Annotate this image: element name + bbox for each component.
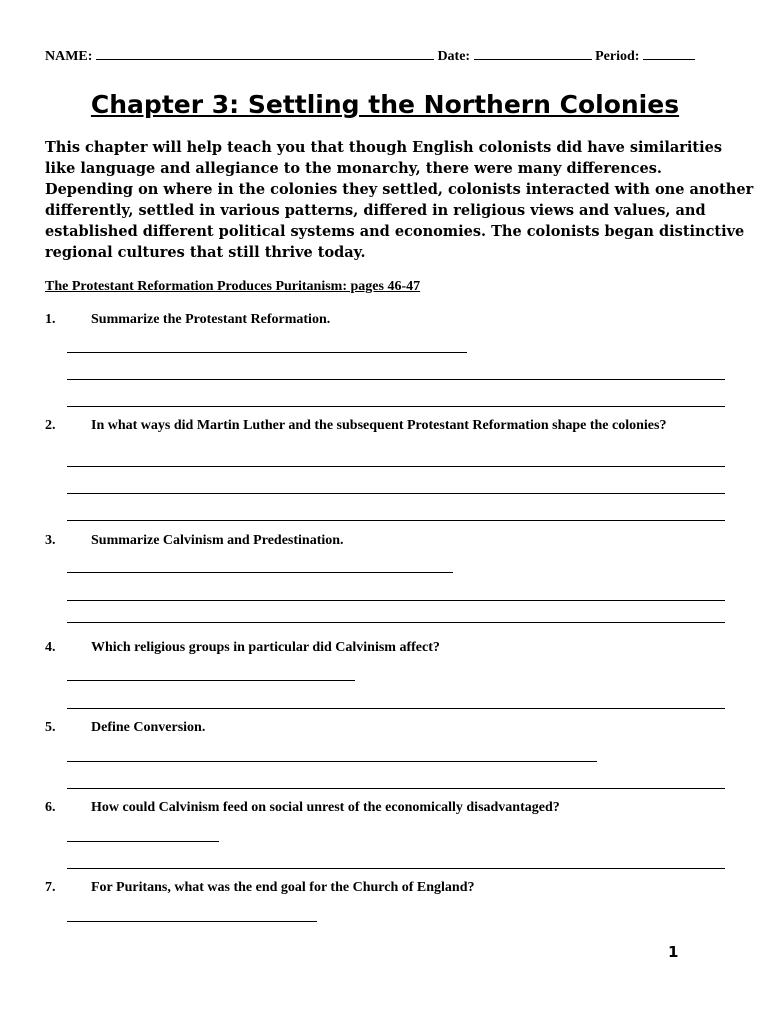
answer-line[interactable]	[67, 841, 219, 842]
answer-line[interactable]	[67, 868, 725, 869]
name-label: NAME:	[45, 49, 93, 64]
page-number: 1	[668, 943, 679, 961]
answer-line[interactable]	[67, 622, 725, 623]
answer-line[interactable]	[67, 520, 725, 521]
date-field[interactable]	[474, 47, 592, 60]
question-5	[45, 720, 205, 736]
answer-line[interactable]	[67, 493, 725, 494]
question-text: How could Calvinism feed on social unrest of the economically disadvantaged?	[91, 800, 560, 815]
answer-line[interactable]	[67, 761, 597, 762]
answer-line[interactable]	[67, 708, 725, 709]
question-3	[45, 533, 344, 549]
question-2	[45, 418, 666, 434]
question-text: Summarize Calvinism and Predestination.	[91, 533, 344, 548]
answer-line[interactable]	[67, 572, 453, 573]
answer-line[interactable]	[67, 788, 725, 789]
period-label: Period:	[595, 49, 640, 64]
date-label: Date:	[437, 49, 471, 64]
question-number: 7.	[45, 880, 56, 895]
answer-line[interactable]	[67, 379, 725, 380]
question-text: Summarize the Protestant Reformation.	[91, 312, 331, 327]
question-1	[45, 312, 330, 328]
question-text: Define Conversion.	[91, 720, 206, 735]
answer-line[interactable]	[67, 352, 467, 353]
intro-paragraph: This chapter will help teach you that though English colonists did have similarities like language and allegiance to the monarchy, there were many differences. Depending on where in the colonies they settled, colonists interacted with one another differently, settled in various patterns, differed in religious views and values, and established different political systems and economies. The colonists began distinctive regional cultures that still thrive today.	[45, 139, 754, 261]
question-number: 6.	[45, 800, 56, 815]
question-4	[45, 640, 440, 656]
period-field[interactable]	[643, 47, 695, 60]
name-field[interactable]	[96, 47, 434, 60]
question-text: In what ways did Martin Luther and the subsequent Protestant Reformation shape the colonies?	[91, 418, 667, 433]
question-number: 2.	[45, 418, 56, 433]
question-text: For Puritans, what was the end goal for the Church of England?	[91, 880, 475, 895]
answer-line[interactable]	[67, 921, 317, 922]
answer-line[interactable]	[67, 600, 725, 601]
answer-line[interactable]	[67, 466, 725, 467]
question-number: 3.	[45, 533, 56, 548]
student-info-row	[45, 47, 695, 65]
question-6	[45, 800, 560, 816]
question-number: 4.	[45, 640, 56, 655]
page-title: Chapter 3: Settling the Northern Colonies	[90, 90, 680, 119]
answer-line[interactable]	[67, 680, 355, 681]
question-text: Which religious groups in particular did Calvinism affect?	[91, 640, 440, 655]
question-7	[45, 880, 474, 896]
question-number: 1.	[45, 312, 56, 327]
answer-line[interactable]	[67, 406, 725, 407]
question-number: 5.	[45, 720, 56, 735]
section-heading: The Protestant Reformation Produces Puritanism: pages 46-47	[45, 279, 421, 294]
